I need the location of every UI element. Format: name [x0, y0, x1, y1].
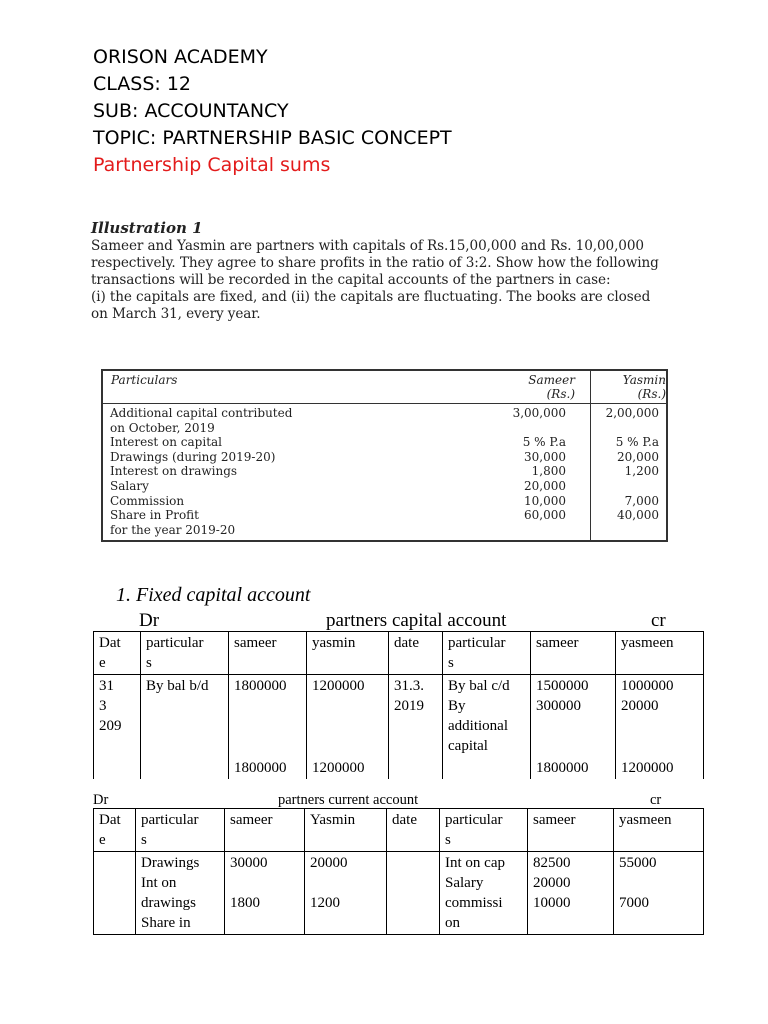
capital-account-table [93, 631, 704, 779]
header-cell: sameer [225, 809, 305, 852]
topic-label: TOPIC: PARTNERSHIP BASIC CONCEPT [93, 127, 452, 149]
table-header-row [94, 632, 704, 675]
current-dr-label: Dr [93, 792, 109, 808]
table-header-row [94, 809, 704, 852]
total-cell: 1200000 [307, 757, 389, 779]
class-label: CLASS: 12 [93, 73, 192, 95]
capital-account-title: partners capital account [326, 610, 507, 631]
table-cell: 1800000 [229, 675, 307, 758]
illustration-line: transactions will be recorded in the capital accounts of the partners in case: [91, 272, 611, 288]
yasmin-column: 2,00,000 5 % P.a 20,000 1,200 7,000 40,000 [605, 406, 659, 523]
total-cell: 1800000 [531, 757, 616, 779]
header-cell: yasmeen [616, 632, 704, 675]
header-cell: sameer [229, 632, 307, 675]
total-cell: 1800000 [229, 757, 307, 779]
header-cell: Dat e [94, 809, 136, 852]
header-sameer: Sameer (Rs.) [528, 373, 575, 401]
header-cell: Dat e [94, 632, 141, 675]
illustration-title: Illustration 1 [91, 219, 203, 237]
header-cell: particular s [141, 632, 229, 675]
capital-dr-label: Dr [139, 610, 160, 631]
table-cell: 1000000 20000 [616, 675, 704, 758]
total-cell [443, 757, 531, 779]
table-cell [94, 852, 136, 935]
section-title: 1. Fixed capital account [116, 584, 311, 606]
table-row [94, 675, 704, 758]
sameer-column: 3,00,000 5 % P.a 30,000 1,800 20,000 10,000 60,000 [512, 406, 566, 523]
table-cell: Drawings Int on drawings Share in [136, 852, 225, 935]
header-cell: Yasmin [305, 809, 387, 852]
particulars-column: Additional capital contributed on October, 2019 Interest on capital Drawings (during 2019-20) Interest on drawings Salary Commission Share in Profit for the year 2019-20 [110, 406, 293, 537]
table-cell: 1500000 300000 [531, 675, 616, 758]
illustration-block [91, 218, 711, 323]
table-cell: 31.3. 2019 [389, 675, 443, 758]
current-cr-label: cr [650, 792, 662, 808]
illustration-line: on March 31, every year. [91, 306, 261, 322]
table-cell: By bal c/d By additional capital [443, 675, 531, 758]
header-cell: yasmin [307, 632, 389, 675]
column-divider [590, 371, 591, 540]
header-cell: date [389, 632, 443, 675]
current-account-table [93, 808, 704, 935]
school-name: ORISON ACADEMY [93, 46, 268, 68]
capital-cr-label: cr [651, 610, 666, 631]
current-account-title: partners current account [278, 792, 419, 808]
table-cell: 20000 1200 [305, 852, 387, 935]
total-cell [94, 757, 141, 779]
table-cell: 82500 20000 10000 [528, 852, 614, 935]
particulars-table [101, 369, 668, 542]
header-cell: particular s [440, 809, 528, 852]
table-cell: 1200000 [307, 675, 389, 758]
illustration-line: respectively. They agree to share profits in the ratio of 3:2. Show how the following [91, 255, 659, 271]
header-cell: date [387, 809, 440, 852]
header-yasmin: Yasmin (Rs.) [622, 373, 666, 401]
document-header [93, 44, 733, 179]
header-cell: sameer [531, 632, 616, 675]
totals-row [94, 757, 704, 779]
subject-label: SUB: ACCOUNTANCY [93, 100, 289, 122]
subtitle: Partnership Capital sums [93, 154, 331, 176]
header-cell: particular s [136, 809, 225, 852]
table-cell: Int on cap Salary commissi on [440, 852, 528, 935]
table-row [94, 852, 704, 935]
table-cell [387, 852, 440, 935]
header-cell: yasmeen [614, 809, 704, 852]
total-cell: 1200000 [616, 757, 704, 779]
total-cell [141, 757, 229, 779]
table-cell: By bal b/d [141, 675, 229, 758]
header-cell: particular s [443, 632, 531, 675]
table-cell: 31 3 209 [94, 675, 141, 758]
table-cell: 30000 1800 [225, 852, 305, 935]
illustration-line: Sameer and Yasmin are partners with capitals of Rs.15,00,000 and Rs. 10,00,000 [91, 238, 644, 254]
total-cell [389, 757, 443, 779]
header-particulars: Particulars [111, 373, 178, 387]
header-divider [103, 403, 666, 404]
header-cell: sameer [528, 809, 614, 852]
illustration-line: (i) the capitals are fixed, and (ii) the capitals are fluctuating. The books are closed [91, 289, 651, 305]
table-cell: 55000 7000 [614, 852, 704, 935]
